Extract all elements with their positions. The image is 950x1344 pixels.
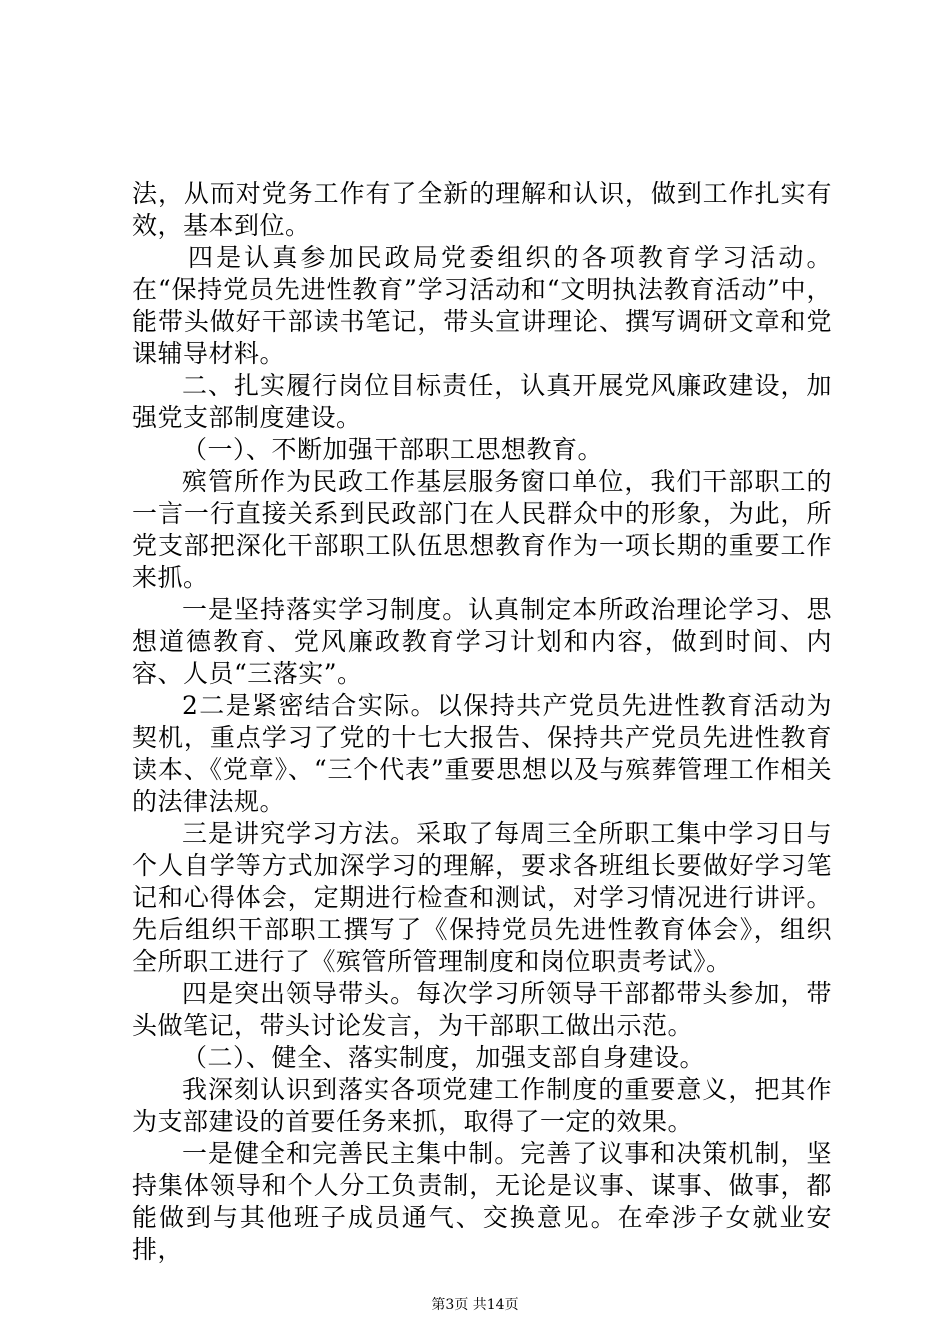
paragraph-6: 一是坚持落实学习制度。认真制定本所政治理论学习、思想道德教育、党风廉政教育学习计划和内容，做到时间、内容、人员“三落实”。	[132, 595, 832, 688]
paragraph-3: 二、扎实履行岗位目标责任，认真开展党风廉政建设，加强党支部制度建设。	[132, 371, 832, 432]
paragraph-1: 法，从而对党务工作有了全新的理解和认识，做到工作扎实有效，基本到位。	[132, 179, 832, 240]
body-text	[132, 178, 832, 1266]
paragraph-5: 殡管所作为民政工作基层服务窗口单位，我们干部职工的一言一行直接关系到民政部门在人民群众中的形象，为此，所党支部把深化干部职工队伍思想教育作为一项长期的重要工作来抓。	[132, 467, 832, 592]
paragraph-10: （二）、健全、落实制度，加强支部自身建设。	[182, 1043, 706, 1072]
paragraph-9: 四是突出领导带头。每次学习所领导干部都带头参加，带头做笔记，带头讨论发言，为干部职工做出示范。	[132, 979, 832, 1040]
paragraph-4: （一）、不断加强干部职工思想教育。	[182, 435, 604, 464]
paragraph-7: 2二是紧密结合实际。以保持共产党员先进性教育活动为契机，重点学习了党的十七大报告、保持共产党员先进性教育读本、《党章》、“三个代表”重要思想以及与殡葬管理工作相关的法律法规。	[132, 691, 832, 816]
paragraph-12: 一是健全和完善民主集中制。完善了议事和决策机制，坚持集体领导和个人分工负责制，无论是议事、谋事、做事，都能做到与其他班子成员通气、交换意见。在牵涉子女就业安排，	[132, 1139, 832, 1264]
paragraph-8: 三是讲究学习方法。采取了每周三全所职工集中学习日与个人自学等方式加深学习的理解，要求各班组长要做好学习笔记和心得体会，定期进行检查和测试，对学习情况进行讲评。先后组织干部职工撰写了《保持党员先进性教育体会》，组织全所职工进行了《殡管所管理制度和岗位职责考试》。	[132, 819, 832, 976]
paragraph-2: 四是认真参加民政局党委组织的各项教育学习活动。在“保持党员先进性教育”学习活动和“文明执法教育活动”中，能带头做好干部读书笔记，带头宣讲理论、撰写调研文章和党课辅导材料。	[132, 243, 832, 368]
page-number-footer: 第3页 共14页	[431, 1297, 519, 1313]
paragraph-11: 我深刻认识到落实各项党建工作制度的重要意义，把其作为支部建设的首要任务来抓，取得了一定的效果。	[132, 1075, 832, 1136]
